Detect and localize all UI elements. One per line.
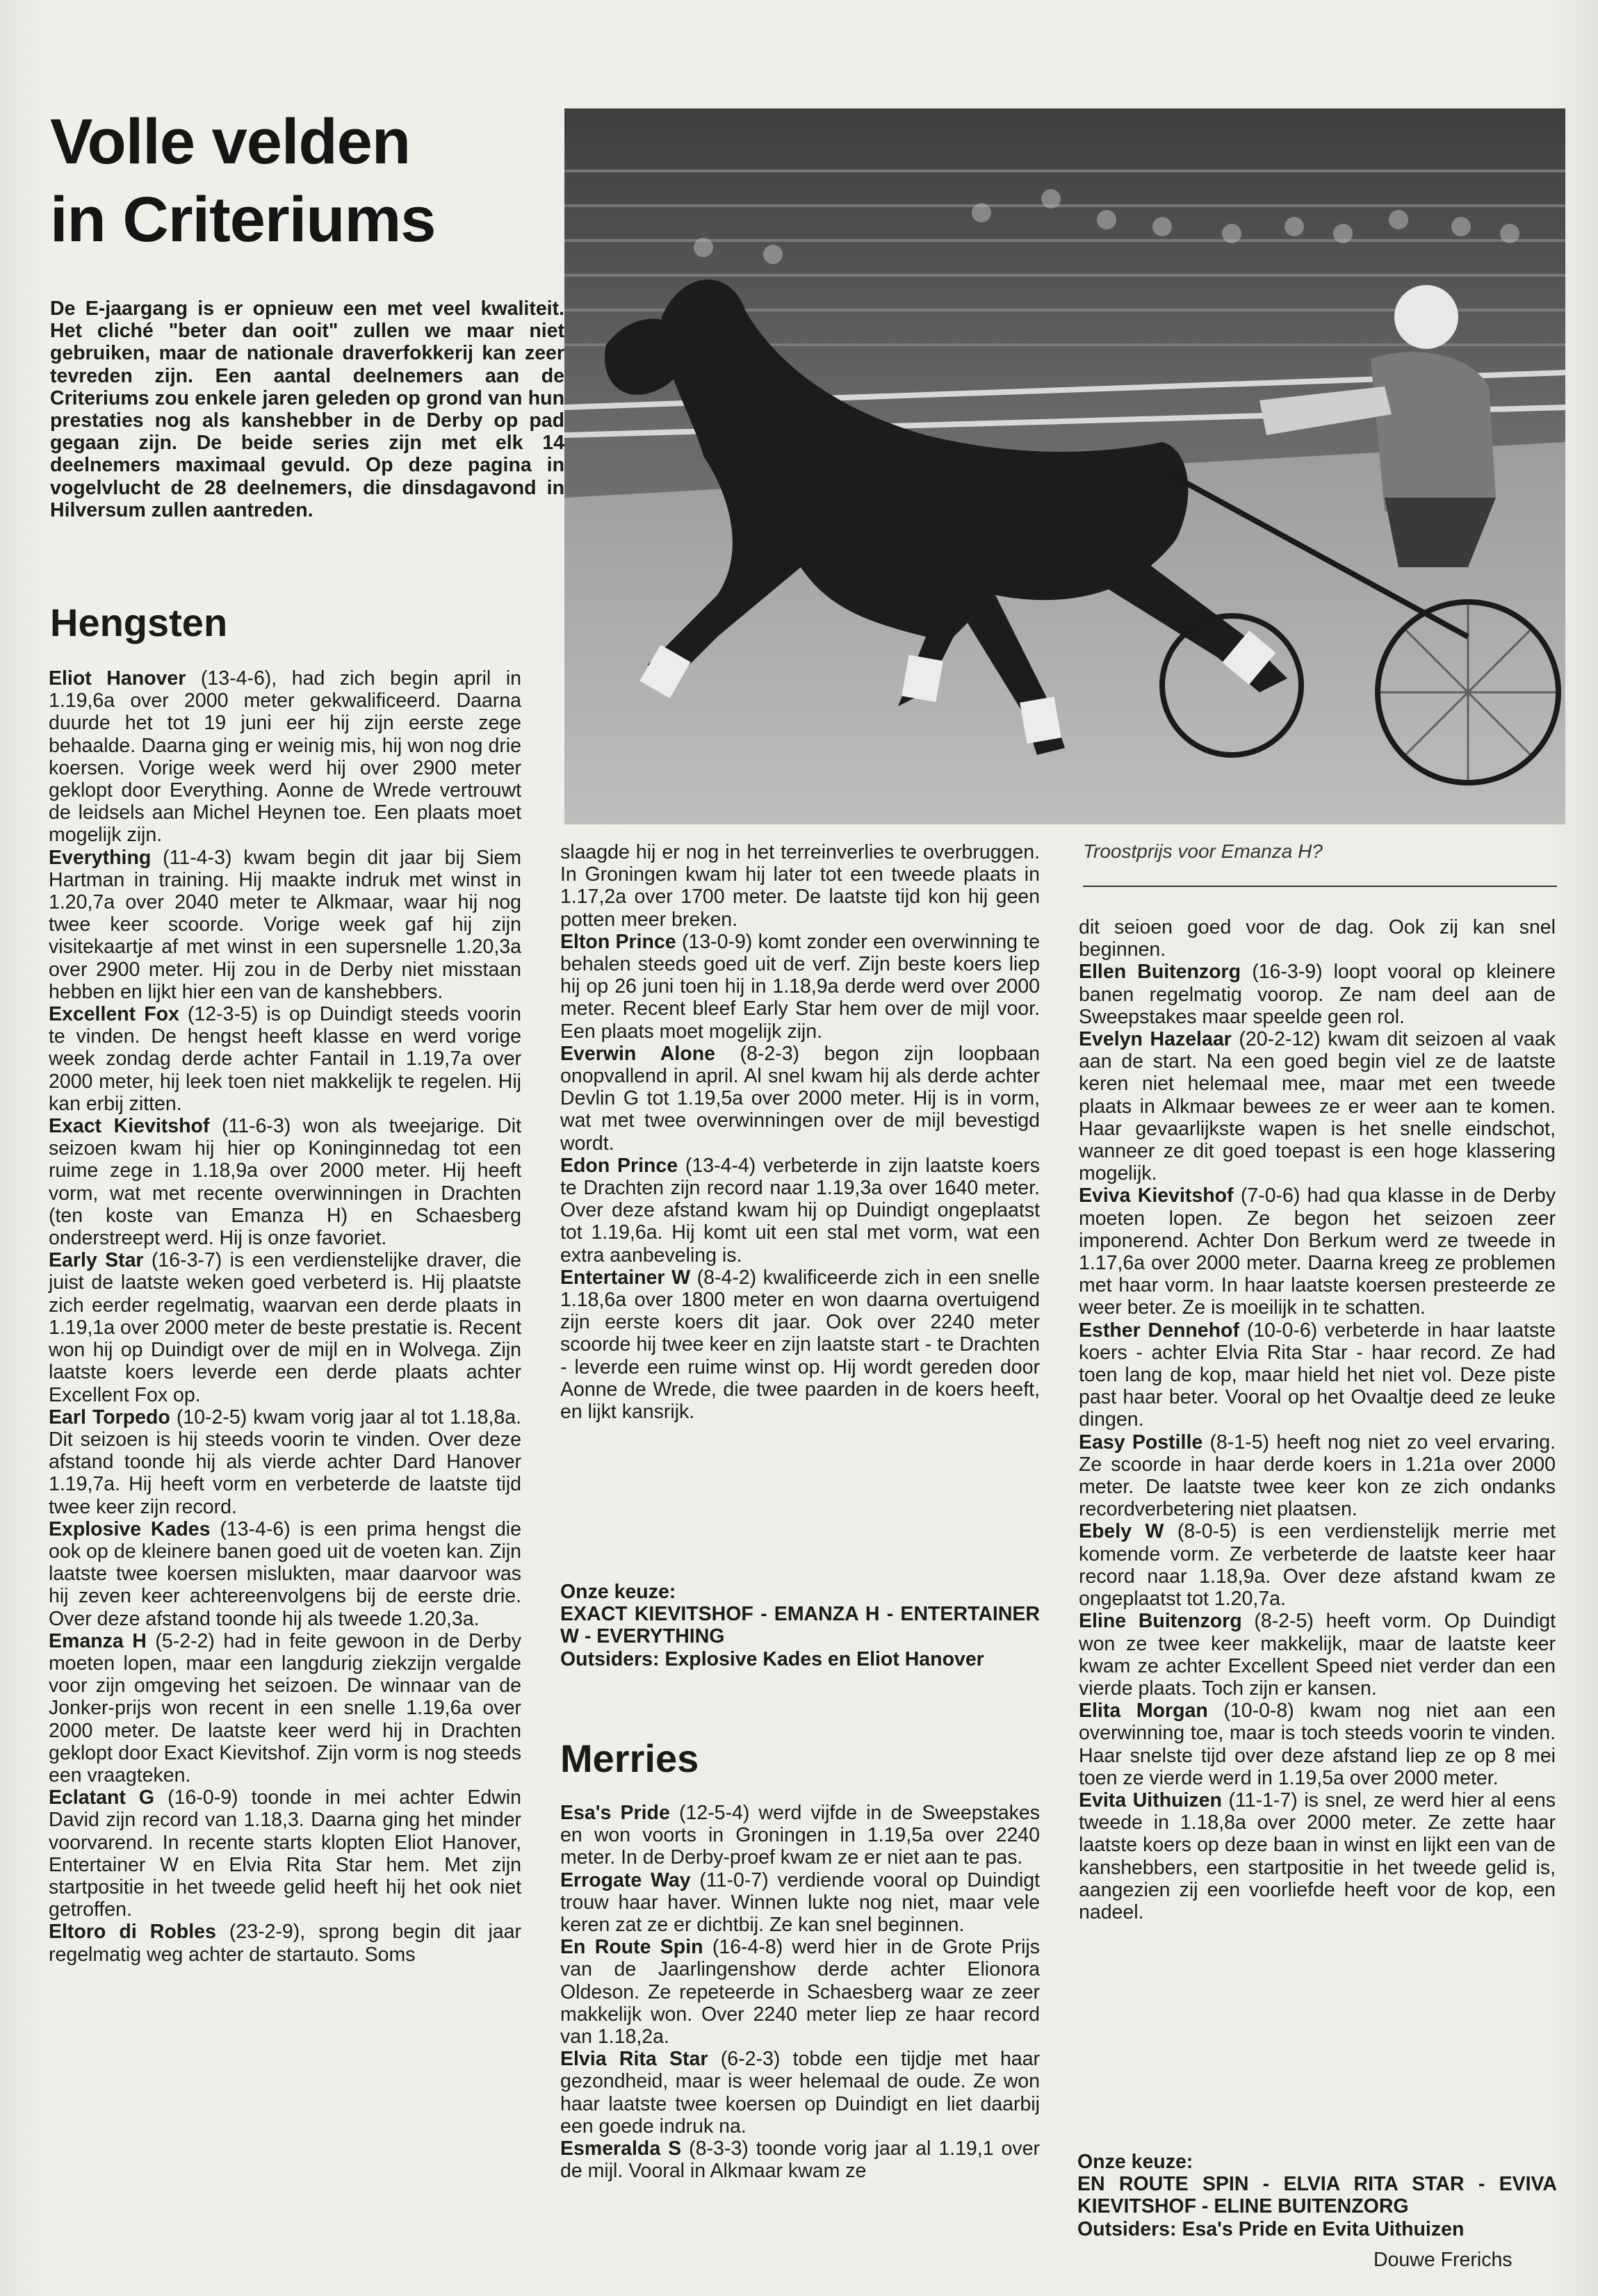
merries-keuze-label: Onze keuze: <box>1077 2151 1193 2173</box>
harness-racing-photo-drawing <box>564 108 1565 824</box>
entry-paragraph <box>1079 1184 1556 1319</box>
entry-text: (10-0-6) verbeterde in haar laatste koers - achter Elvia Rita Star - haar record. Ze had toen lang de kop, maar hield het niet vol. Deze piste past haar beter. Vooral op het Ovaaltje deed ze leuke dingen. <box>1079 1319 1556 1431</box>
entry-text: (16-3-7) is een verdienstelijke draver, die juist de laatste weken goed verbeterd is. Hij plaatste zich eerder regelmatig, waarvan een derde plaats in 1.19,1a over 2000 meter de beste prestatie is. Recent won hij op Duindigt over de mijl en in Wolvega. Zijn laatste koers leverde een derde plaats achter Excellent Fox op. <box>49 1249 521 1406</box>
entry-name: Esa's Pride <box>560 1802 670 1824</box>
entry-name: Ellen Buitenzorg <box>1079 961 1241 984</box>
entry-text: (5-2-2) had in feite gewoon in de Derby moeten lopen, maar een langdurig ziekzijn vergalde voor zijn omgeving het seizoen. De winnaar van de Jonker-prijs won recent in een snelle 1.19,6a over 2000 meter. De laatste keer werd hij in Drachten geklopt door Exact Kievitshof. Zijn vorm is nog steeds een vraagteken. <box>49 1629 522 1786</box>
hengsten-keuze-picks: EXACT KIEVITSHOF - EMANZA H - ENTERTAINER W - EVERYTHING <box>560 1603 1040 1648</box>
entry-text: (8-0-5) is een verdienstelijk merrie met komende vorm. Ze verbeterde de laatste keer haar record naar 1.18,9a. Over deze afstand kwam ze ongeplaatst tot 1.20,7a. <box>1079 1520 1556 1611</box>
entry-name: Elita Morgan <box>1079 1700 1208 1723</box>
hengsten-keuze-label: Onze keuze: <box>560 1581 676 1603</box>
column-hengsten-1 <box>49 667 521 1966</box>
entry-text: (16-4-8) werd hier in de Grote Prijs van de Jaarlingenshow derde achter Elionora Oldeson. Ze repeteerde in Schaesberg waar ze zeer makkelijk won. Over 2240 meter liep ze haar record van 1.18,2a. <box>560 1936 1040 2049</box>
entry-text: (8-3-3) toonde vorig jaar al 1.19,1 over de mijl. Vooral in Alkmaar kwam ze <box>560 2138 1040 2183</box>
entry-name: Entertainer W <box>560 1266 691 1289</box>
entry-name: Early Star <box>49 1249 144 1272</box>
photo-caption: Troostprijs voor Emanza H? <box>1083 840 1323 862</box>
entry-text: (10-2-5) kwam vorig jaar al tot 1.18,8a. Dit seizoen is hij steeds voorin te vinden. Over deze afstand toonde hij als vierde achter Dard Hanover 1.19,7a. Hij heeft vorm en verbeterde de laatste tijd twee keer zijn record. <box>49 1406 521 1518</box>
entry-text: (12-5-4) werd vijfde in de Sweepstakes en won voorts in Groningen in 1.19,5a over 2240 meter. In de Derby-proef kwam ze er niet aan te pas. <box>560 1802 1040 1869</box>
entry-name: Elton Prince <box>560 930 676 953</box>
entry-paragraph <box>1079 1431 1556 1521</box>
entry-paragraph <box>560 931 1040 1043</box>
entry-paragraph <box>49 1921 521 1965</box>
entry-name: Esther Dennehof <box>1079 1319 1239 1342</box>
entry-text: (8-4-2) kwalificeerde zich in een snelle 1.18,6a over 1800 meter en won daarna overtuigend zijn eerste koers dit jaar. Ook over 2240 meter scoorde hij twee keer en zijn laatste start - te Drachten - leverde een ruime winst op. Hij wordt gereden door Aonne de Wrede, die twee paarden in de koers heeft, en lijkt kansrijk. <box>560 1266 1040 1424</box>
entry-paragraph <box>560 1043 1040 1155</box>
entry-name: Earl Torpedo <box>49 1406 170 1428</box>
entry-paragraph <box>49 1786 521 1921</box>
entry-paragraph <box>560 2048 1040 2138</box>
entry-paragraph <box>49 667 521 847</box>
merries-outsiders: Outsiders: Esa's Pride en Evita Uithuizen <box>1077 2217 1465 2240</box>
entry-text: (7-0-6) had qua klasse in de Derby moeten lopen. Ze begon het seizoen zeer imponerend. Achter Don Berkum werd ze tweede in 1.17,6a over 2000 meter. Daarna kreeg ze problemen met haar vorm. In haar laatste koersen presteerde ze weer beter. Ze is moeilijk in te schatten. <box>1079 1184 1556 1319</box>
entry-text: (8-2-3) begon zijn loopbaan onopvallend in april. Al snel kwam hij als derde achter Devlin G tot 1.19,5a over 2000 meter. Hij is in vorm, wat met twee overwinningen over de mijl bevestigd wordt. <box>560 1042 1040 1155</box>
entry-paragraph <box>49 1249 521 1406</box>
merries-keuze-block <box>1077 2151 1557 2240</box>
entry-text: (20-2-12) kwam dit seizoen al vaak aan de start. Na een goed begin viel ze de laatste keren niet helemaal mee, maar met een tweede plaats in Alkmaar bewees ze er weer aan te komen. Haar gevaarlijkste wapen is het snelle eindschot, wanneer ze dit goed toepast is een hoge klassering mogelijk. <box>1079 1028 1556 1185</box>
entry-name: Eviva Kievitshof <box>1079 1184 1234 1207</box>
entry-paragraph <box>1079 961 1556 1028</box>
entry-name: Ebely W <box>1079 1520 1164 1543</box>
entry-text: (6-2-3) tobde een tijdje met haar gezondheid, maar is weer helemaal de oude. Ze won haar laatste twee koersen op Duindigt en liet daarbij een goede indruk na. <box>560 2048 1040 2138</box>
column-hengsten-2 <box>560 841 1040 1423</box>
entry-paragraph <box>49 847 521 1003</box>
entry-name: Evelyn Hazelaar <box>1079 1028 1232 1051</box>
entry-name: Esmeralda S <box>560 2138 682 2160</box>
entry-name: Eliot Hanover <box>49 667 186 690</box>
entry-paragraph <box>49 1518 521 1630</box>
entry-paragraph <box>1079 1028 1556 1184</box>
entry-paragraph <box>560 2138 1040 2182</box>
entry-name: Eline Buitenzorg <box>1079 1610 1242 1633</box>
entry-paragraph <box>560 1869 1040 1937</box>
entry-paragraph <box>560 1155 1040 1267</box>
entry-name: Errogate Way <box>560 1868 691 1891</box>
entry-paragraph <box>49 1406 521 1518</box>
column-merries-3 <box>1079 916 1556 1923</box>
entry-text: (13-4-6), had zich begin april in 1.19,6a over 2000 meter gekwalificeerd. Daarna duurde het tot 19 juni eer hij zijn eerste zege behaalde. Daarna ging er weinig mis, hij won nog drie koersen. Vorige week werd hij over 2900 meter geklopt door Everything. Aonne de Wrede vertrouwt de leidsels aan Michel Heynen toe. Een plaats moet mogelijk zijn. <box>49 667 521 847</box>
merries-keuze-picks: EN ROUTE SPIN - ELVIA RITA STAR - EVIVA KIEVITSHOF - ELINE BUITENZORG <box>1077 2173 1557 2218</box>
entry-name: Eltoro di Robles <box>49 1921 216 1944</box>
entry-name: Everything <box>49 846 152 869</box>
entry-paragraph <box>49 1630 521 1786</box>
entry-text: (23-2-9), sprong begin dit jaar regelmatig weg achter de startauto. Soms <box>49 1921 521 1966</box>
entry-paragraph <box>560 1802 1040 1869</box>
entry-text: (8-2-5) heeft vorm. Op Duindigt won ze twee keer makkelijk, maar de laatste keer kwam ze achter Excellent Speed niet verder dan een vierde plaats. Toch zijn er kansen. <box>1079 1610 1556 1700</box>
section-title-hengsten: Hengsten <box>50 601 228 644</box>
entry-paragraph <box>560 1267 1040 1423</box>
entry-name: Explosive Kades <box>49 1517 211 1540</box>
entry-name: Eclatant G <box>49 1786 155 1809</box>
entry-name: Emanza H <box>49 1629 147 1652</box>
article-headline <box>50 103 551 259</box>
entry-text: (16-0-9) toonde in mei achter Edwin David zijn record van 1.18,3. Daarna ging het minder voorvarend. In recente starts klopten Eliot Hanover, Entertainer W en Elvia Rita Star hem. Met zijn startpositie in het tweede gelid heeft hij het ook niet getroffen. <box>49 1786 521 1921</box>
entry-text: (11-6-3) won als tweejarige. Dit seizoen kwam hij hier op Koninginnedag tot een ruime zege in 1.18,9a over 2000 meter. Hij heeft vorm, wat met recente overwinningen in Drachten (ten koste van Emanza H) en Schaesberg onderstreept werd. Hij is onze favoriet. <box>49 1115 521 1250</box>
hengsten-keuze-block <box>560 1581 1040 1670</box>
section-title-merries: Merries <box>560 1736 699 1780</box>
article-intro: De E-jaargang is er opnieuw een met veel kwaliteit. Het cliché "beter dan ooit" zullen we maar niet gebruiken, maar de nationale draverfokkerij kan zeer tevreden zijn. Een aantal deelnemers aan de Criteriums zou enkele jaren geleden op grond van hun prestaties nog als kanshebber in de Derby op pad gegaan zijn. De beide series zijn met elk 14 deelnemers maximaal gevuld. Op deze pagina in vogelvlucht de 28 deelnemers, die dinsdagavond in Hilversum zullen aantreden. <box>50 298 564 521</box>
entry-paragraph <box>1079 1520 1556 1610</box>
entry-paragraph <box>1079 1789 1556 1923</box>
caption-divider <box>1083 886 1557 887</box>
entry-paragraph <box>560 841 1040 931</box>
harness-racing-photo <box>564 108 1565 824</box>
entry-name: Excellent Fox <box>49 1003 179 1026</box>
entry-text: slaagde hij er nog in het terreinverlies te overbruggen. In Groningen kwam hij later tot een tweede plaats in 1.17,2a over 1700 meter. De laatste tijd kon hij geen potten meer breken. <box>560 841 1040 931</box>
entry-text: (13-4-6) is een prima hengst die ook op de kleinere banen goed uit de voeten kan. Zijn laatste twee koersen mislukten, maar daarvoor was hij zeven keer achtereenvolgens bij de eerste drie. Over deze afstand toonde hij als tweede 1.20,3a. <box>49 1517 521 1630</box>
entry-text: (13-0-9) komt zonder een overwinning te behalen steeds goed uit de verf. Zijn beste koers liep hij op 26 juni toen hij in 1.18,9a derde werd over 2000 meter. Recent bleef Early Star hem over de mijl voor. Een plaats moet mogelijk zijn. <box>560 930 1040 1043</box>
entry-name: Exact Kievitshof <box>49 1115 210 1138</box>
entry-name: En Route Spin <box>560 1936 703 1959</box>
entry-paragraph <box>1079 1610 1556 1700</box>
entry-text: (8-1-5) heeft nog niet zo veel ervaring. Ze scoorde in haar derde koers in 1.21a over 2000 meter. De laatste twee keer kon ze zich ondanks recordverbetering niet plaatsen. <box>1079 1431 1556 1521</box>
entry-paragraph <box>49 1003 521 1115</box>
entry-text: (11-1-7) is snel, ze werd hier al eens tweede in 1.18,8a over 2000 meter. Ze zette haar laatste koers op deze baan in winst en lijkt een van de kanshebbers, een startpositie in het tweede gelid is, aangezien zij een voorliefde heeft voor de kop, een nadeel. <box>1079 1789 1556 1923</box>
entry-name: Evita Uithuizen <box>1079 1789 1222 1811</box>
column-merries-2 <box>560 1802 1040 2182</box>
entry-text: (12-3-5) is op Duindigt steeds voorin te vinden. De hengst heeft klasse en werd vorige week zondag derde achter Fantail in 1.19,7a over 2000 meter, hij leek toen niet makkelijk te regelen. Hij kan erbij zitten. <box>49 1003 521 1115</box>
entry-text: (13-4-4) verbeterde in zijn laatste koers te Drachten zijn record naar 1.19,3a over 1640 meter. Over deze afstand kwam hij op Duindigt ongeplaatst tot 1.19,6a. Hij komt uit een stal met vorm, wat een extra aanbeveling is. <box>560 1154 1040 1267</box>
entry-paragraph <box>1079 1319 1556 1431</box>
entry-name: Everwin Alone <box>560 1042 715 1065</box>
entry-paragraph <box>560 1936 1040 2048</box>
entry-paragraph <box>49 1115 521 1249</box>
entry-text: (11-0-7) verdiende vooral op Duindigt trouw haar haver. Winnen lukte nog niet, maar vele keren zat ze er dichtbij. Ze kan snel beginnen. <box>560 1868 1041 1937</box>
entry-text: (11-4-3) kwam begin dit jaar bij Siem Hartman in training. Hij maakte indruk met winst in 1.20,7a over 2040 meter te Alkmaar, waar hij nog twee keer scoorde. Vorige week gaf hij zijn visitekaartje af met winst in een supersnelle 1.20,3a over 2900 meter. Hij zou in de Derby niet misstaan hebben en lijkt hier een van de kanshebbers. <box>49 846 521 1003</box>
hengsten-outsiders: Outsiders: Explosive Kades en Eliot Hanover <box>560 1647 984 1670</box>
entry-text: (16-3-9) loopt vooral op kleinere banen regelmatig voorop. Ze nam deel aan de Sweepstakes maar speelde geen rol. <box>1079 961 1556 1028</box>
author-byline: Douwe Frerichs <box>1373 2249 1513 2271</box>
entry-name: Elvia Rita Star <box>560 2048 708 2071</box>
entry-text: (10-0-8) kwam nog niet aan een overwinning toe, maar is toch steeds voorin te vinden. Haar snelste tijd over deze afstand liep ze op 8 mei toen ze vierde werd in 1.19,5a over 2000 meter. <box>1079 1700 1556 1789</box>
entry-paragraph <box>1079 1700 1556 1789</box>
headline-line-1: Volle velden <box>50 106 411 177</box>
entry-paragraph <box>1079 916 1556 961</box>
entry-text: dit seioen goed voor de dag. Ook zij kan snel beginnen. <box>1079 916 1556 961</box>
entry-name: Edon Prince <box>560 1154 678 1177</box>
entry-name: Easy Postille <box>1079 1431 1203 1454</box>
headline-line-2: in Criteriums <box>50 184 436 255</box>
